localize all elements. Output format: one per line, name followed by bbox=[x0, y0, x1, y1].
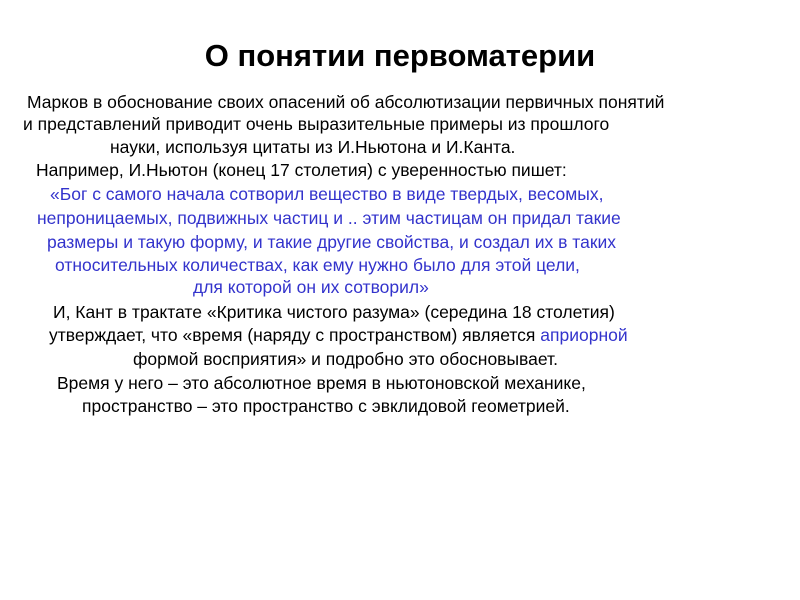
quote-line-4: относительных количествах, как ему нужно было для этой цели, bbox=[55, 255, 580, 275]
text-line-9: пространство – это пространство с эвклидовой геометрией. bbox=[82, 396, 570, 416]
quote-line-2: непроницаемых, подвижных частиц и .. этим частицам он придал такие bbox=[37, 208, 621, 228]
text-line-1: Марков в обоснование своих опасений об абсолютизации первичных понятий bbox=[27, 92, 665, 112]
quote-line-5: для которой он их сотворил» bbox=[193, 277, 429, 297]
text-line-2: и представлений приводит очень выразительные примеры из прошлого bbox=[23, 114, 610, 134]
slide-title: О понятии первоматерии bbox=[204, 38, 596, 73]
quote-line-3: размеры и такую форму, и такие другие свойства, и создал их в таких bbox=[47, 232, 617, 252]
text-line-5: И, Кант в трактате «Критика чистого разума» (середина 18 столетия) bbox=[53, 302, 615, 322]
quote-line-1: «Бог с самого начала сотворил вещество в виде твердых, весомых, bbox=[50, 184, 604, 204]
text-line-6 bbox=[49, 324, 628, 346]
text-line-6-main: утверждает, что «время (наряду с пространством) является bbox=[49, 325, 536, 345]
text-line-8: Время у него – это абсолютное время в ньютоновской механике, bbox=[57, 373, 586, 393]
text-line-4: Например, И.Ньютон (конец 17 столетия) с уверенностью пишет: bbox=[36, 160, 567, 180]
text-line-3: науки, используя цитаты из И.Ньютона и И.Канта. bbox=[110, 137, 516, 157]
text-line-7: формой восприятия» и подробно это обосновывает. bbox=[133, 349, 558, 369]
apriori-word: априорной bbox=[540, 325, 628, 345]
